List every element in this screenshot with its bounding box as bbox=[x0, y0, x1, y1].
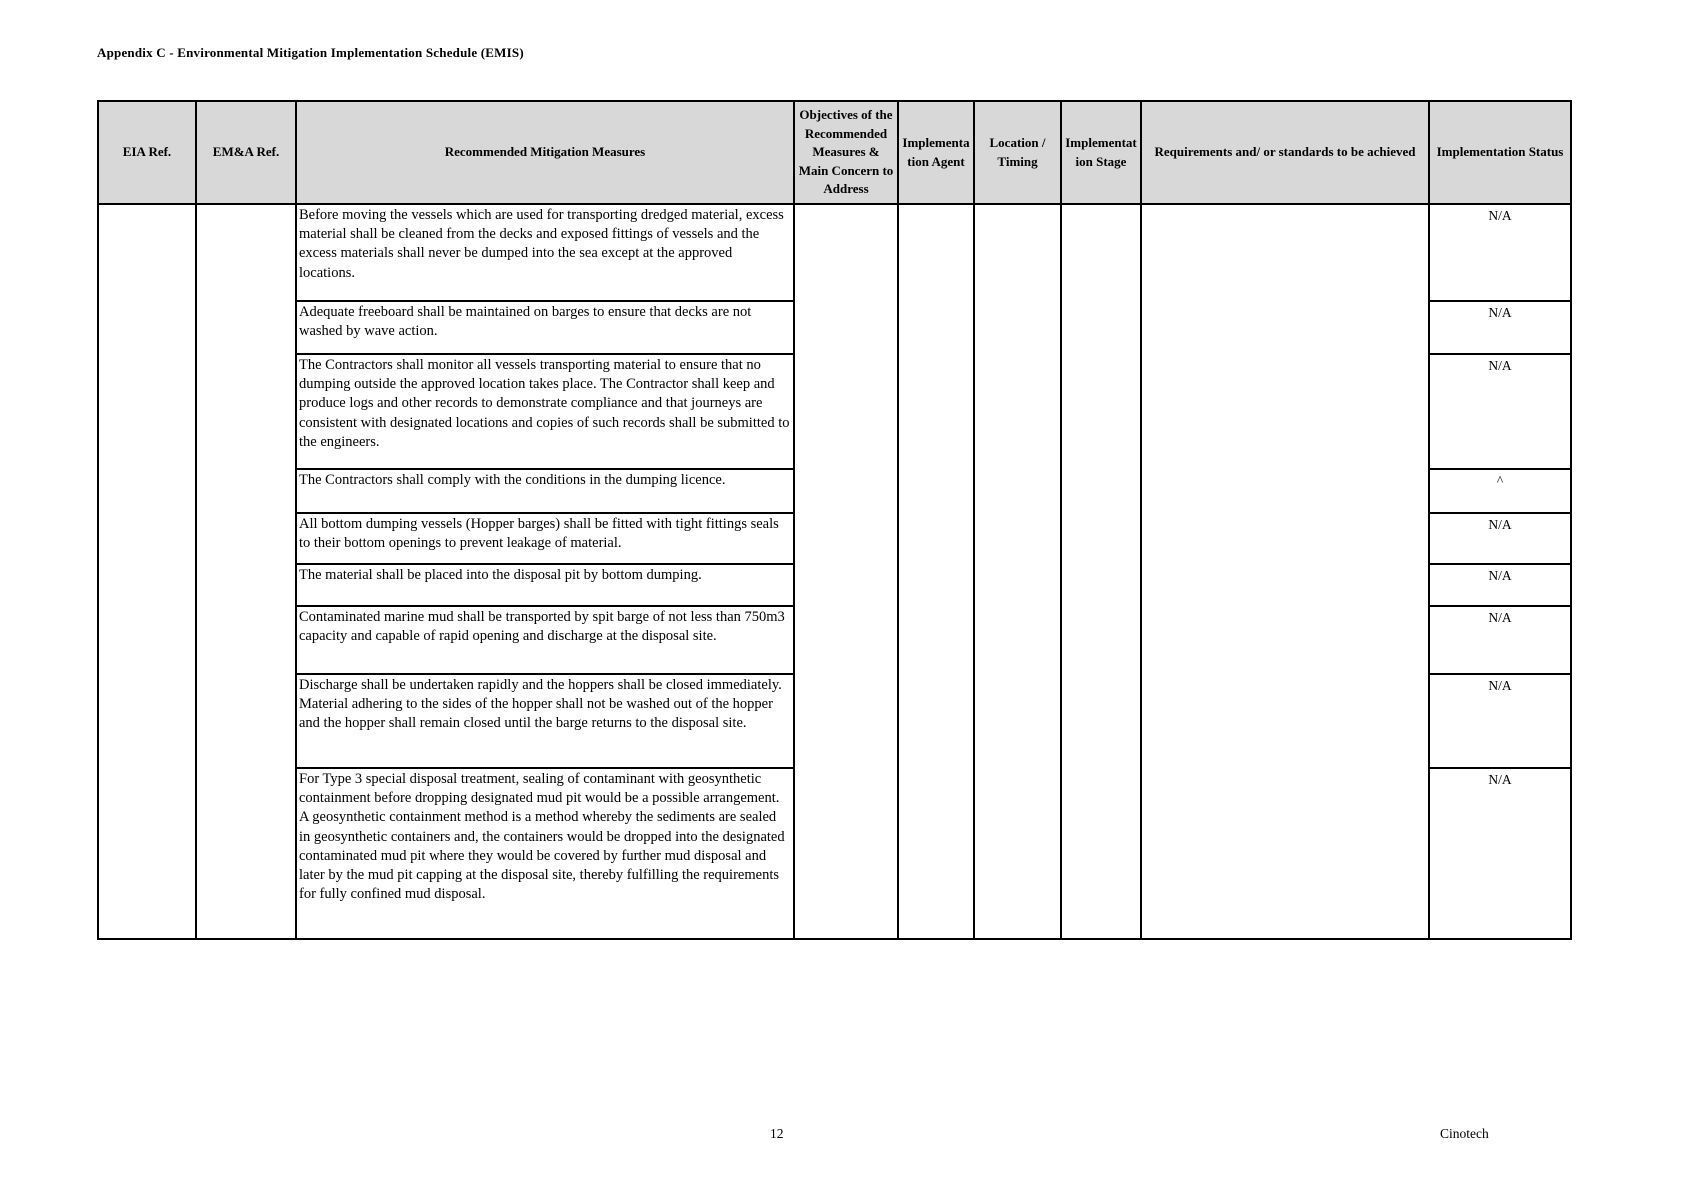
cell-mitigation-measure: Contaminated marine mud shall be transported by spit barge of not less than 750m3 capacity and capable of rapid opening and discharge at the disposal site. bbox=[296, 606, 794, 674]
cell-implementation-status: N/A bbox=[1429, 301, 1571, 354]
cell-implementation-agent bbox=[898, 204, 974, 939]
cell-mitigation-measure: Discharge shall be undertaken rapidly and the hoppers shall be closed immediately. Material adhering to the sides of the hopper shall not be washed out of the hopper and the hopper shall remain closed until the barge returns to the disposal site. bbox=[296, 674, 794, 768]
col-header-implementation-status: Implementation Status bbox=[1429, 101, 1571, 204]
cell-mitigation-measure: The material shall be placed into the disposal pit by bottom dumping. bbox=[296, 564, 794, 606]
cell-objectives bbox=[794, 204, 898, 939]
cell-location-timing bbox=[974, 204, 1061, 939]
cell-eia-ref bbox=[98, 204, 196, 939]
col-header-requirements: Requirements and/ or standards to be achieved bbox=[1141, 101, 1429, 204]
col-header-objectives: Objectives of the Recommended Measures & Main Concern to Address bbox=[794, 101, 898, 204]
table-row bbox=[98, 204, 1571, 301]
cell-implementation-status: N/A bbox=[1429, 354, 1571, 469]
cell-mitigation-measure: Before moving the vessels which are used for transporting dredged material, excess material shall be cleaned from the decks and exposed fittings of vessels and the excess materials shall never be dumped into the sea except at the approved locations. bbox=[296, 204, 794, 301]
cell-implementation-status: N/A bbox=[1429, 513, 1571, 564]
cell-ema-ref bbox=[196, 204, 296, 939]
cell-mitigation-measure: For Type 3 special disposal treatment, sealing of contaminant with geosynthetic containment before dropping designated mud pit would be a possible arrangement. A geosynthetic containment method is a method whereby the sediments are sealed in geosynthetic containers and, the containers would be dropped into the designated contaminated mud pit where they would be covered by further mud disposal and later by the mud pit capping at the disposal site, thereby fulfilling the requirements for fully confined mud disposal. bbox=[296, 768, 794, 939]
col-header-implementation-agent: Implementation Agent bbox=[898, 101, 974, 204]
cell-implementation-status: N/A bbox=[1429, 606, 1571, 674]
col-header-recommended-mitigation-measures: Recommended Mitigation Measures bbox=[296, 101, 794, 204]
cell-mitigation-measure: The Contractors shall monitor all vessels transporting material to ensure that no dumping outside the approved location takes place. The Contractor shall keep and produce logs and other records to demonstrate compliance and that journeys are consistent with designated locations and copies of such records shall be submitted to the engineers. bbox=[296, 354, 794, 469]
cell-implementation-status: N/A bbox=[1429, 674, 1571, 768]
cell-implementation-stage bbox=[1061, 204, 1141, 939]
cell-implementation-status: N/A bbox=[1429, 564, 1571, 606]
col-header-location-timing: Location / Timing bbox=[974, 101, 1061, 204]
col-header-implementation-stage: Implementation Stage bbox=[1061, 101, 1141, 204]
col-header-ema-ref: EM&A Ref. bbox=[196, 101, 296, 204]
cell-mitigation-measure: All bottom dumping vessels (Hopper barges) shall be fitted with tight fittings seals to their bottom openings to prevent leakage of material. bbox=[296, 513, 794, 564]
col-header-eia-ref: EIA Ref. bbox=[98, 101, 196, 204]
publisher-name: Cinotech bbox=[1440, 1126, 1489, 1141]
cell-implementation-status: N/A bbox=[1429, 204, 1571, 301]
emis-table bbox=[97, 100, 1572, 940]
page-number: 12 bbox=[770, 1126, 784, 1141]
cell-requirements bbox=[1141, 204, 1429, 939]
page-title: Appendix C - Environmental Mitigation Implementation Schedule (EMIS) bbox=[97, 45, 524, 60]
cell-mitigation-measure: The Contractors shall comply with the conditions in the dumping licence. bbox=[296, 469, 794, 513]
table-header-row bbox=[98, 101, 1571, 204]
cell-implementation-status: ^ bbox=[1429, 469, 1571, 513]
cell-implementation-status: N/A bbox=[1429, 768, 1571, 939]
cell-mitigation-measure: Adequate freeboard shall be maintained on barges to ensure that decks are not washed by wave action. bbox=[296, 301, 794, 354]
